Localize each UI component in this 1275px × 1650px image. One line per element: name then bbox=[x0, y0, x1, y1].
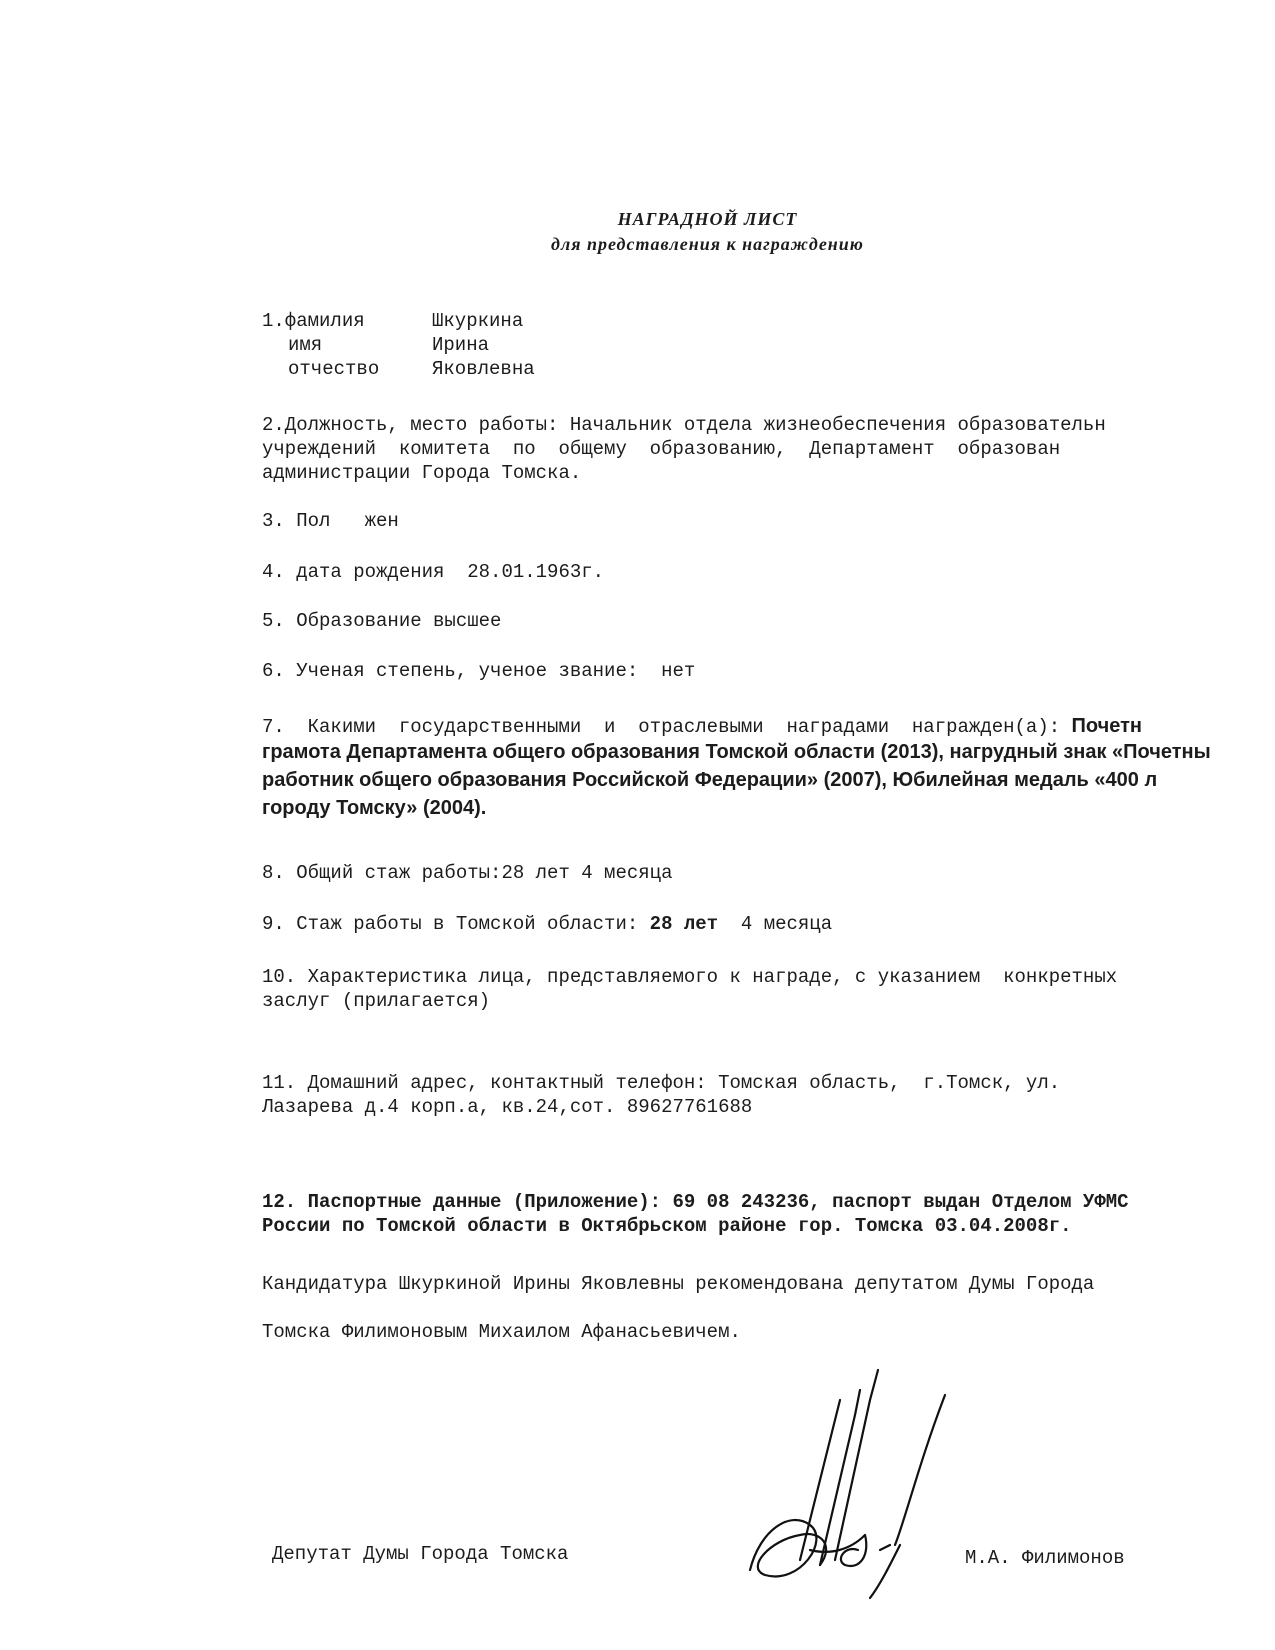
awards-line-1 bbox=[262, 714, 1142, 739]
document-title: НАГРАДНОЙ ЛИСТ bbox=[617, 209, 798, 229]
name-label: имя bbox=[288, 334, 323, 356]
education-field: 5. Образование высшее bbox=[262, 610, 502, 632]
tomsk-experience-field bbox=[262, 912, 832, 936]
patronymic-value: Яковлевна bbox=[432, 358, 535, 380]
passport-line-1: 12. Паспортные данные (Приложение): 69 08 243236, паспорт выдан Отделом УФМС bbox=[262, 1191, 1129, 1213]
position-line-3: администрации Города Томска. bbox=[262, 462, 582, 484]
name-value: Ирина bbox=[432, 334, 490, 356]
awards-line-1-prefix: 7. Какими государственными и отраслевыми наградами награжден(а): bbox=[262, 716, 1072, 738]
signatory-name: М.А. Филимонов bbox=[965, 1547, 1125, 1569]
patronymic-label: отчество bbox=[288, 358, 380, 380]
total-experience-field: 8. Общий стаж работы:28 лет 4 месяца bbox=[262, 862, 673, 884]
tomsk-experience-months: 4 месяца bbox=[718, 913, 833, 935]
position-line-2: учреждений комитета по общему образованию, Департамент образован bbox=[262, 438, 1061, 460]
passport-line-2: России по Томской области в Октябрьском районе гор. Томска 03.04.2008г. bbox=[262, 1215, 1072, 1237]
awards-line-2: грамота Департамента общего образования Томской области (2013), нагрудный знак «Почетны bbox=[262, 741, 1211, 763]
awards-line-4: городу Томску» (2004). bbox=[262, 797, 487, 819]
recommendation-line-1: Кандидатура Шкуркиной Ирины Яковлевны рекомендована депутатом Думы Города bbox=[262, 1273, 1095, 1295]
tomsk-experience-years: 28 лет bbox=[649, 913, 719, 935]
characteristic-line-1: 10. Характеристика лица, представляемого к награде, с указанием конкретных bbox=[262, 966, 1118, 988]
recommendation-line-2: Томска Филимоновым Михаилом Афанасьевичем. bbox=[262, 1321, 741, 1343]
position-line-1: 2.Должность, место работы: Начальник отдела жизнеобеспечения образовательн bbox=[262, 414, 1106, 436]
handwritten-signature-icon bbox=[740, 1360, 970, 1600]
surname-label: 1.фамилия bbox=[262, 310, 365, 332]
characteristic-line-2: заслуг (прилагается) bbox=[262, 990, 491, 1012]
awards-line-3: работник общего образования Российской Федерации» (2007), Юбилейная медаль «400 л bbox=[262, 769, 1158, 791]
address-line-2: Лазарева д.4 корп.а, кв.24,сот. 89627761688 bbox=[262, 1096, 753, 1118]
birth-date-field: 4. дата рождения 28.01.1963г. bbox=[262, 561, 605, 583]
academic-degree-field: 6. Ученая степень, ученое звание: нет bbox=[262, 660, 696, 682]
gender-field: 3. Пол жен bbox=[262, 510, 399, 532]
signatory-position: Депутат Думы Города Томска bbox=[272, 1543, 569, 1565]
document-subtitle: для представления к награждению bbox=[551, 234, 864, 254]
surname-value: Шкуркина bbox=[432, 310, 524, 332]
address-line-1: 11. Домашний адрес, контактный телефон: Томская область, г.Томск, ул. bbox=[262, 1072, 1061, 1094]
awards-line-1-suffix: Почетн bbox=[1071, 715, 1142, 737]
tomsk-experience-prefix: 9. Стаж работы в Томской области: bbox=[262, 913, 650, 935]
